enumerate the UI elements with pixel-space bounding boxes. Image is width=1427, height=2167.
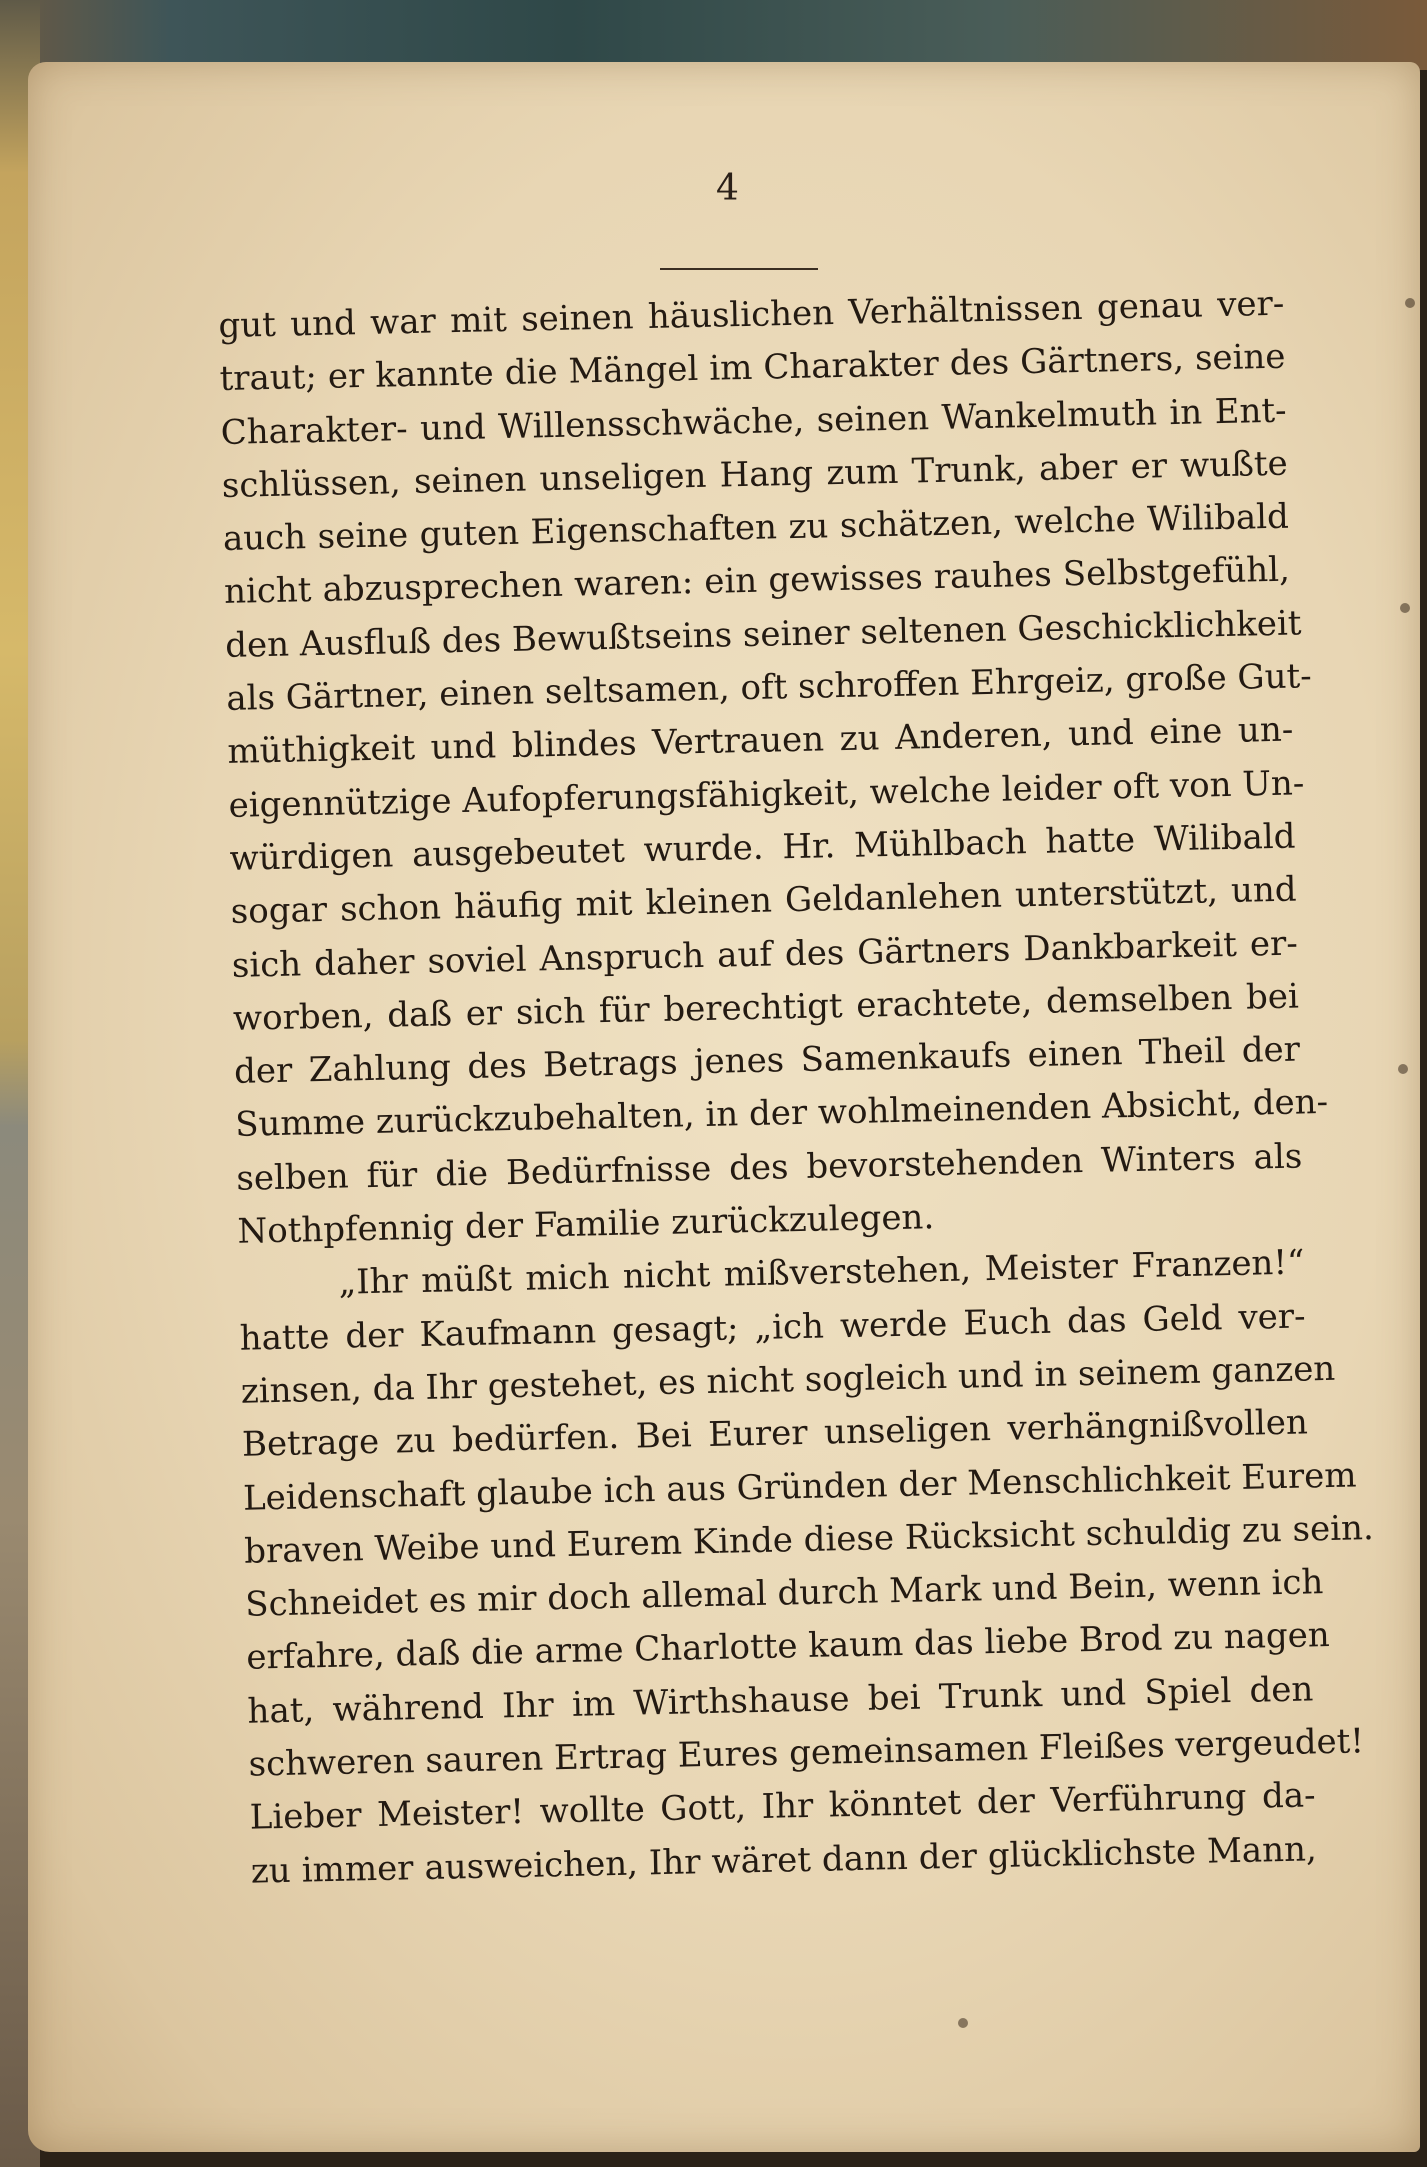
book-cover-edge — [0, 0, 1427, 70]
text-line: traut; er kannte die Mängel im Charakter des Gärtners, seine — [219, 336, 1286, 400]
text-line: der Zahlung des Betrags jenes Samenkaufs einen Theil der — [233, 1029, 1301, 1092]
ink-smudge — [958, 2018, 968, 2028]
ink-smudge — [1398, 1064, 1408, 1074]
text-line: sich daher soviel Anspruch auf des Gärtners Dankbarkeit er- — [231, 923, 1299, 986]
text-line: als Gärtner, einen seltsamen, oft schroffen Ehrgeiz, große Gut- — [225, 656, 1313, 719]
page-number: 4 — [716, 168, 739, 209]
text-line: schlüssen, seinen unseligen Hang zum Trunk, aber er wußte — [221, 443, 1289, 506]
text-line: worben, daß er sich für berechtigt erachtete, demselben bei — [232, 976, 1300, 1039]
text-line: hat, während Ihr im Wirthshause bei Trunk und Spiel den — [247, 1669, 1314, 1732]
text-line: sogar schon häufig mit kleinen Geldanlehen unterstützt, und — [230, 869, 1298, 933]
ink-smudge — [1400, 603, 1410, 613]
body-text — [218, 278, 1375, 1899]
text-line: Schneidet es mir doch allemal durch Mark und Bein, wenn ich — [244, 1562, 1324, 1625]
text-line: auch seine guten Eigenschaften zu schätzen, welche Wilibald — [222, 496, 1290, 560]
text-line: eigennützige Aufopferungsfähigkeit, welche leider oft von Un- — [228, 763, 1305, 826]
text-line: Nothpfennig der Familie zurückzulegen. — [237, 1197, 935, 1252]
text-line: zu immer ausweichen, Ihr wäret dann der glücklichste Mann, — [250, 1828, 1318, 1892]
text-line: braven Weibe und Eurem Kinde diese Rücksicht schuldig zu sein. — [243, 1507, 1375, 1572]
text-line: zinsen, da Ihr gestehet, es nicht sogleich und in seinem ganzen — [240, 1348, 1336, 1412]
text-line: schweren sauren Ertrag Eures gemeinsamen Fleißes vergeudet! — [248, 1721, 1365, 1785]
ink-smudge — [1405, 298, 1415, 308]
text-line: erfahre, daß die arme Charlotte kaum das liebe Brod zu nagen — [246, 1615, 1331, 1679]
text-line: selben für die Bedürfnisse des bevorstehenden Winters als — [235, 1136, 1303, 1199]
text-line: Lieber Meister! wollte Gott, Ihr könntet der Verführung da- — [249, 1775, 1316, 1838]
text-line: Charakter- und Willensschwäche, seinen Wankelmuth in Ent- — [220, 390, 1287, 453]
text-line: müthigkeit und blindes Vertrauen zu Anderen, und eine un- — [227, 709, 1294, 773]
text-line: gut und war mit seinen häuslichen Verhältnissen genau ver- — [218, 283, 1285, 346]
text-line: den Ausfluß des Bewußtseins seiner seltenen Geschicklichkeit — [224, 603, 1302, 666]
text-line: Leidenschaft glaube ich aus Gründen der Menschlichkeit Eurem — [242, 1454, 1357, 1519]
text-line: hatte der Kaufmann gesagt; „ich werde Euch das Geld ver- — [239, 1296, 1306, 1359]
text-line: „Ihr müßt mich nicht mißverstehen, Meister Franzen!“ — [338, 1242, 1305, 1304]
text-line: nicht abzusprechen waren: ein gewisses rauhes Selbstgefühl, — [223, 550, 1291, 613]
text-line: würdigen ausgebeutet wurde. Hr. Mühlbach hatte Wilibald — [229, 816, 1296, 879]
text-line: Betrage zu bedürfen. Bei Eurer unseligen verhängnißvollen — [241, 1402, 1309, 1465]
text-line: Summe zurückzubehalten, in der wohlmeinenden Absicht, den- — [234, 1082, 1329, 1146]
header-rule — [660, 268, 818, 270]
